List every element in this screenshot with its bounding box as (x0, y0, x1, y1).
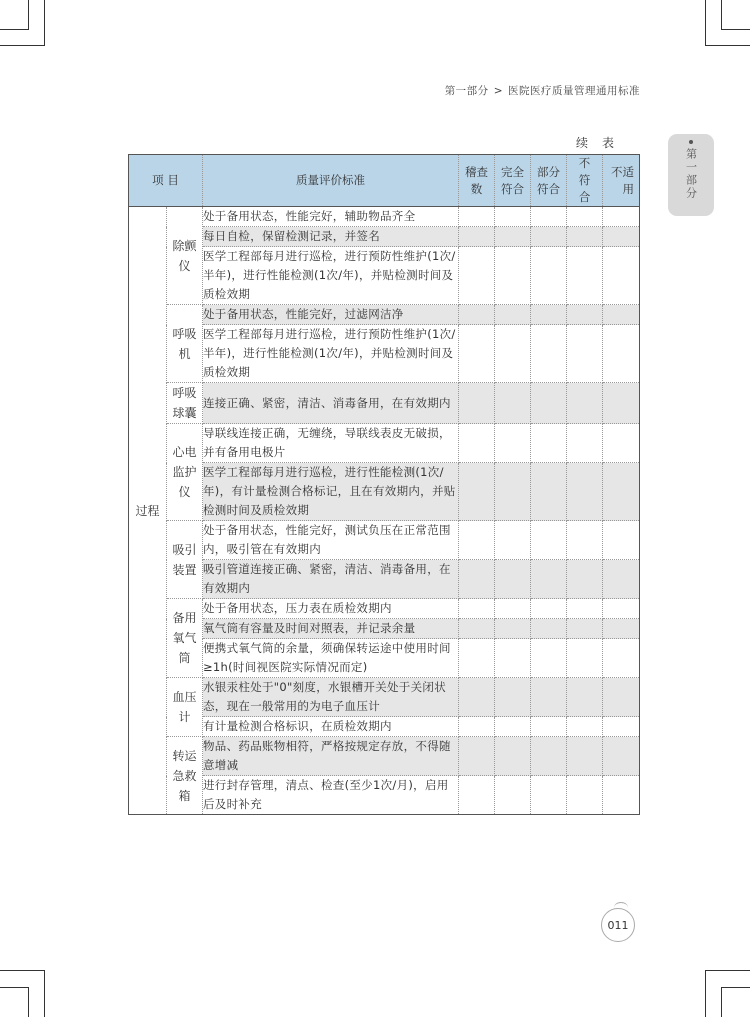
table-row (129, 383, 640, 424)
non-cell[interactable] (567, 207, 603, 227)
standard-text: 处于备用状态，性能完好，过滤网洁净 (203, 305, 459, 325)
partial-cell[interactable] (531, 678, 567, 717)
standard-text: 进行封存管理，清点、检查(至少1次/月)，启用后及时补充 (203, 776, 459, 815)
full-cell[interactable] (495, 463, 531, 521)
partial-cell[interactable] (531, 737, 567, 776)
standard-text: 医学工程部每月进行巡检，进行预防性维护(1次/半年)，进行性能检测(1次/年)，并贴检测时间及质检效期 (203, 247, 459, 305)
crop-mark (28, 987, 29, 1017)
table-row (129, 619, 640, 639)
crop-mark (44, 970, 45, 1017)
partial-cell[interactable] (531, 639, 567, 678)
crop-mark (721, 0, 722, 30)
standard-text: 水银汞柱处于"0"刻度，水银槽开关处于关闭状态，现在一般常用的为电子血压计 (203, 678, 459, 717)
check-count-cell[interactable] (459, 325, 495, 383)
check-count-cell[interactable] (459, 207, 495, 227)
na-cell[interactable] (603, 560, 640, 599)
equipment-item: 心电监护仪 (167, 424, 203, 521)
crop-mark (705, 970, 706, 1017)
table-row (129, 560, 640, 599)
standard-text: 处于备用状态，性能完好，辅助物品齐全 (203, 207, 459, 227)
running-head-part: 第一部分 (444, 85, 489, 97)
table-row (129, 776, 640, 815)
standard-text: 便携式氧气筒的余量，须确保转运途中使用时间≥1h(时间视医院实际情况而定) (203, 639, 459, 678)
table-row (129, 599, 640, 619)
non-cell[interactable] (567, 560, 603, 599)
table-row (129, 521, 640, 560)
header-partial: 部分符合 (531, 155, 567, 207)
na-cell[interactable] (603, 325, 640, 383)
table-row (129, 325, 640, 383)
full-cell[interactable] (495, 599, 531, 619)
check-count-cell[interactable] (459, 560, 495, 599)
standard-text: 物品、药品账物相符，严格按规定存放，不得随意增减 (203, 737, 459, 776)
check-count-cell[interactable] (459, 776, 495, 815)
non-cell[interactable] (567, 325, 603, 383)
non-cell[interactable] (567, 776, 603, 815)
full-cell[interactable] (495, 717, 531, 737)
full-cell[interactable] (495, 737, 531, 776)
na-cell[interactable] (603, 227, 640, 247)
non-cell[interactable] (567, 463, 603, 521)
partial-cell[interactable] (531, 463, 567, 521)
equipment-item: 血压计 (167, 678, 203, 737)
partial-cell[interactable] (531, 325, 567, 383)
crop-mark (44, 0, 45, 46)
standard-text: 医学工程部每月进行巡检，进行预防性维护(1次/半年)，进行性能检测(1次/年)，并贴检测时间及质检效期 (203, 325, 459, 383)
na-cell[interactable] (603, 424, 640, 463)
full-cell[interactable] (495, 383, 531, 424)
table-row (129, 227, 640, 247)
na-cell[interactable] (603, 305, 640, 325)
na-cell[interactable] (603, 678, 640, 717)
check-count-cell[interactable] (459, 463, 495, 521)
crop-mark (0, 987, 29, 988)
check-count-cell[interactable] (459, 737, 495, 776)
crop-mark (705, 970, 750, 971)
table-row (129, 639, 640, 678)
table-row (129, 737, 640, 776)
na-cell[interactable] (603, 776, 640, 815)
equipment-item: 呼吸球囊 (167, 383, 203, 424)
standard-text: 处于备用状态，性能完好，测试负压在正常范围内，吸引管在有效期内 (203, 521, 459, 560)
bullet-icon (689, 140, 693, 144)
equipment-item: 除颤仪 (167, 207, 203, 305)
full-cell[interactable] (495, 619, 531, 639)
check-count-cell[interactable] (459, 247, 495, 305)
non-cell[interactable] (567, 639, 603, 678)
partial-cell[interactable] (531, 207, 567, 227)
section-tab (668, 134, 714, 216)
header-standard: 质量评价标准 (203, 155, 459, 207)
non-cell[interactable] (567, 619, 603, 639)
equipment-item: 备用氧气筒 (167, 599, 203, 678)
check-count-cell[interactable] (459, 521, 495, 560)
check-count-cell[interactable] (459, 639, 495, 678)
equipment-item: 呼吸机 (167, 305, 203, 383)
table-row (129, 678, 640, 717)
non-cell[interactable] (567, 717, 603, 737)
partial-cell[interactable] (531, 383, 567, 424)
check-count-cell[interactable] (459, 678, 495, 717)
non-cell[interactable] (567, 599, 603, 619)
crop-mark (0, 45, 45, 46)
running-head-title: 医院医疗质量管理通用标准 (508, 85, 640, 97)
check-count-cell[interactable] (459, 383, 495, 424)
standard-text: 有计量检测合格标识，在质检效期内 (203, 717, 459, 737)
continued-label: 续表 (576, 136, 629, 150)
check-count-cell[interactable] (459, 717, 495, 737)
non-cell[interactable] (567, 383, 603, 424)
non-cell[interactable] (567, 227, 603, 247)
table-row (129, 424, 640, 463)
partial-cell[interactable] (531, 247, 567, 305)
partial-cell[interactable] (531, 619, 567, 639)
crop-mark (0, 29, 29, 30)
header-non: 不符合 (567, 155, 603, 207)
full-cell[interactable] (495, 521, 531, 560)
full-cell[interactable] (495, 325, 531, 383)
crop-mark (0, 970, 45, 971)
process-label: 过程 (129, 207, 167, 815)
standard-text: 导联线连接正确，无缠绕，导联线表皮无破损，并有备用电极片 (203, 424, 459, 463)
na-cell[interactable] (603, 737, 640, 776)
crop-mark (28, 0, 29, 30)
table-row (129, 247, 640, 305)
non-cell[interactable] (567, 305, 603, 325)
crop-mark (721, 987, 750, 988)
partial-cell[interactable] (531, 717, 567, 737)
partial-cell[interactable] (531, 305, 567, 325)
page-number: 011 (601, 908, 635, 942)
equipment-item: 吸引装置 (167, 521, 203, 599)
check-count-cell[interactable] (459, 305, 495, 325)
non-cell[interactable] (567, 247, 603, 305)
non-cell[interactable] (567, 424, 603, 463)
na-cell[interactable] (603, 463, 640, 521)
full-cell[interactable] (495, 424, 531, 463)
crop-mark (721, 29, 750, 30)
na-cell[interactable] (603, 599, 640, 619)
standard-text: 处于备用状态，压力表在质检效期内 (203, 599, 459, 619)
check-count-cell[interactable] (459, 599, 495, 619)
crop-mark (721, 987, 722, 1017)
table-row (129, 305, 640, 325)
header-item: 项 目 (129, 155, 203, 207)
header-full: 完全符合 (495, 155, 531, 207)
table-header-row (129, 155, 640, 207)
na-cell[interactable] (603, 247, 640, 305)
full-cell[interactable] (495, 207, 531, 227)
full-cell[interactable] (495, 560, 531, 599)
na-cell[interactable] (603, 639, 640, 678)
standard-text: 每日自检，保留检测记录，并签名 (203, 227, 459, 247)
na-cell[interactable] (603, 383, 640, 424)
na-cell[interactable] (603, 717, 640, 737)
na-cell[interactable] (603, 207, 640, 227)
na-cell[interactable] (603, 619, 640, 639)
full-cell[interactable] (495, 305, 531, 325)
partial-cell[interactable] (531, 599, 567, 619)
header-check-count: 稽查数 (459, 155, 495, 207)
check-count-cell[interactable] (459, 619, 495, 639)
full-cell[interactable] (495, 639, 531, 678)
non-cell[interactable] (567, 678, 603, 717)
non-cell[interactable] (567, 737, 603, 776)
full-cell[interactable] (495, 227, 531, 247)
partial-cell[interactable] (531, 227, 567, 247)
standard-text: 医学工程部每月进行巡检，进行性能检测(1次/年)，有计量检测合格标记，且在有效期内，并贴检测时间及质检效期 (203, 463, 459, 521)
crop-mark (705, 0, 706, 46)
quality-evaluation-table (128, 154, 640, 815)
full-cell[interactable] (495, 678, 531, 717)
check-count-cell[interactable] (459, 424, 495, 463)
check-count-cell[interactable] (459, 227, 495, 247)
table-row (129, 717, 640, 737)
partial-cell[interactable] (531, 424, 567, 463)
na-cell[interactable] (603, 521, 640, 560)
full-cell[interactable] (495, 247, 531, 305)
partial-cell[interactable] (531, 560, 567, 599)
running-head-separator: > (493, 85, 503, 97)
running-head (445, 83, 640, 98)
table-row (129, 207, 640, 227)
non-cell[interactable] (567, 521, 603, 560)
partial-cell[interactable] (531, 776, 567, 815)
section-tab-label: 第一部分 (684, 148, 698, 200)
equipment-item: 转运急救箱 (167, 737, 203, 815)
standard-text: 连接正确、紧密，清洁、消毒备用，在有效期内 (203, 383, 459, 424)
full-cell[interactable] (495, 776, 531, 815)
header-na: 不适用 (603, 155, 640, 207)
table-row (129, 463, 640, 521)
standard-text: 吸引管道连接正确、紧密，清洁、消毒备用，在有效期内 (203, 560, 459, 599)
crop-mark (705, 45, 750, 46)
standard-text: 氧气筒有容量及时间对照表，并记录余量 (203, 619, 459, 639)
partial-cell[interactable] (531, 521, 567, 560)
